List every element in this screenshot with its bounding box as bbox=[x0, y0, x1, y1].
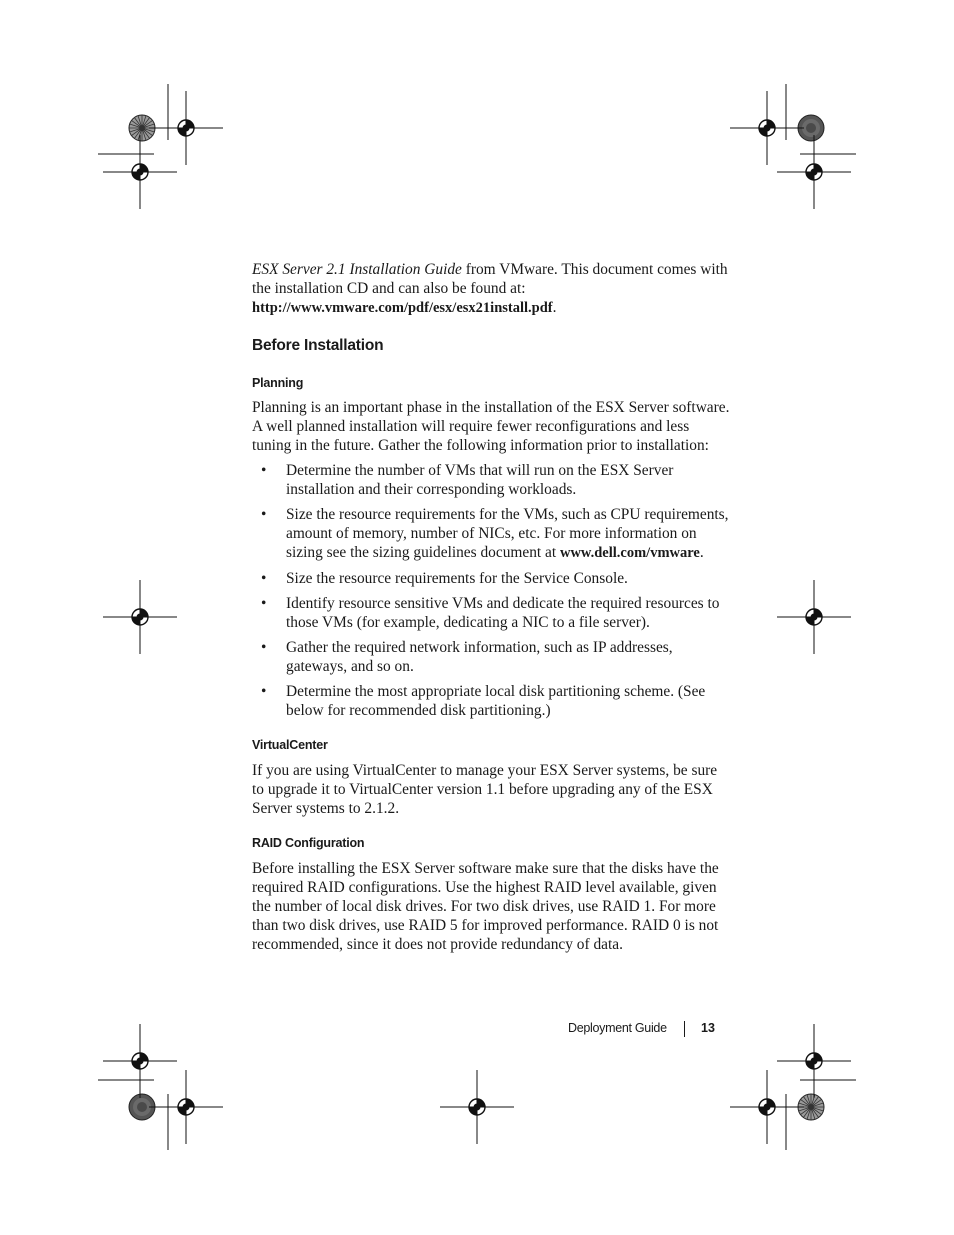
bullet-glyph: • bbox=[261, 506, 267, 523]
list-item bbox=[252, 461, 730, 499]
list-item-text: Size the resource requirements for the Service Console. bbox=[286, 570, 628, 587]
virtualcenter-heading: VirtualCenter bbox=[252, 738, 328, 752]
bullet-glyph: • bbox=[261, 462, 267, 479]
list-item bbox=[252, 682, 730, 720]
bullet-glyph: • bbox=[261, 639, 267, 656]
footer-title: Deployment Guide bbox=[568, 1021, 667, 1035]
virtualcenter-paragraph: If you are using VirtualCenter to manage your ESX Server systems, be sure to upgrade it to VirtualCenter version 1.1 before upgrading any of the ESX Server systems to 2.1.2. bbox=[252, 762, 718, 817]
list-item-text: Determine the most appropriate local disk partitioning scheme. (See below for recommended disk partitioning.) bbox=[286, 683, 706, 719]
list-item bbox=[252, 594, 730, 632]
list-item-text: Size the resource requirements for the VMs, such as CPU requirements, amount of memory, number of NICs, etc. For more information on sizing see the sizing guidelines document at bbox=[286, 506, 729, 561]
section-heading: Before Installation bbox=[252, 337, 384, 354]
intro-paragraph bbox=[252, 260, 730, 318]
list-item-text: Identify resource sensitive VMs and dedicate the required resources to those VMs (for example, dedicating a NIC to a file server). bbox=[286, 595, 720, 631]
planning-bullet-list bbox=[252, 461, 730, 720]
list-item-text: Gather the required network information, such as IP addresses, gateways, and so on. bbox=[286, 639, 673, 675]
raid-paragraph: Before installing the ESX Server software make sure that the disks have the required RAID configurations. Use the highest RAID level available, given the number of local disk drives. For two disk drives, use RAID 1. For more than two disk drives, use RAID 5 for improved performance. RAID 0 is not recommended, since it does not provide redundancy of data. bbox=[252, 860, 719, 953]
list-item bbox=[252, 569, 730, 588]
page-number: 13 bbox=[701, 1021, 715, 1035]
install-guide-url[interactable]: http://www.vmware.com/pdf/esx/esx21install.pdf bbox=[252, 300, 553, 316]
bullet-glyph: • bbox=[261, 595, 267, 612]
list-item bbox=[252, 505, 730, 563]
url-suffix: . bbox=[552, 299, 557, 316]
bullet-glyph: • bbox=[261, 683, 267, 700]
dell-vmware-link[interactable]: www.dell.com/vmware bbox=[559, 545, 700, 561]
footer-separator bbox=[684, 1021, 685, 1037]
planning-paragraph: Planning is an important phase in the installation of the ESX Server software. A well planned installation will require fewer reconfigurations and less tuning in the future. Gather the following information prior to installation: bbox=[252, 399, 730, 454]
list-item bbox=[252, 638, 730, 676]
link-suffix: . bbox=[699, 544, 704, 561]
book-title: ESX Server 2.1 Installation Guide bbox=[252, 261, 462, 278]
bullet-glyph: • bbox=[261, 570, 267, 587]
raid-heading: RAID Configuration bbox=[252, 836, 365, 850]
planning-heading: Planning bbox=[252, 376, 304, 390]
intro-text: from VMware. This document comes with the installation CD and can also be found at: bbox=[252, 261, 728, 297]
list-item-text: Determine the number of VMs that will run on the ESX Server installation and their corresponding workloads. bbox=[286, 462, 674, 498]
page-footer bbox=[560, 1019, 720, 1041]
page-content bbox=[252, 260, 730, 954]
